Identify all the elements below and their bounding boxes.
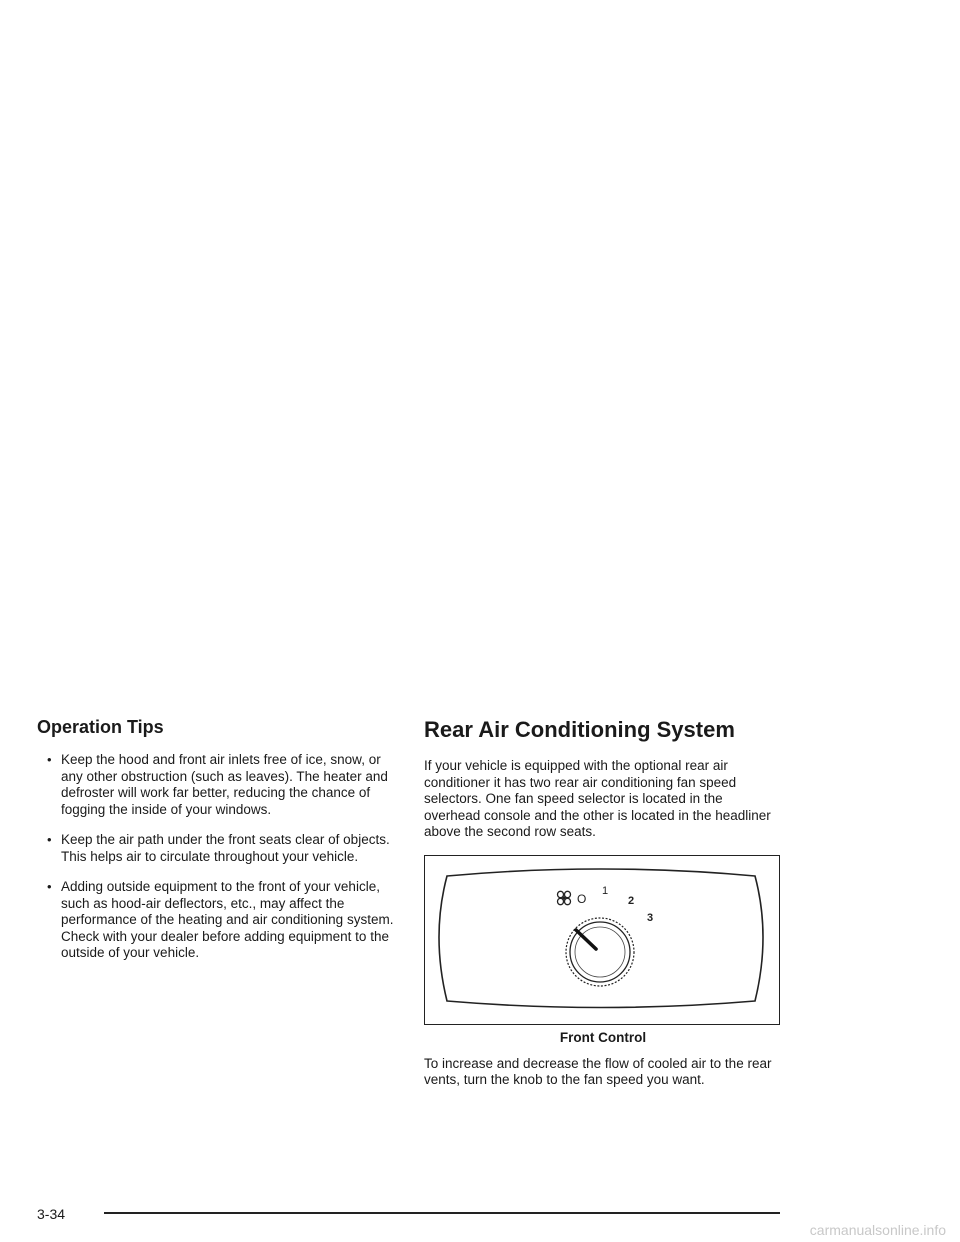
knob-pointer (576, 930, 596, 949)
tip-text: Adding outside equipment to the front of your vehicle, such as hood-air deflectors, etc., may affect the performance of the heating and air conditioning system. Check with your dealer before adding equipment to the outside of your vehicle. (61, 879, 394, 960)
front-control-illustration (425, 856, 778, 1023)
label-speed-1: 1 (602, 884, 609, 897)
label-speed-2: 2 (628, 894, 635, 907)
list-item (37, 752, 399, 818)
rear-ac-heading: Rear Air Conditioning System (424, 717, 735, 742)
rear-ac-section (424, 716, 782, 1089)
figure-caption: Front Control (559, 1029, 647, 1045)
fan-icon (558, 891, 571, 904)
rear-ac-intro: If your vehicle is equipped with the optional rear air conditioner it has two rear air conditioning fan speed selectors. One fan speed selector is located in the overhead console and the other is located in the headliner above the second row seats. (424, 758, 771, 839)
bullet-icon: • (47, 879, 52, 894)
tip-text: Keep the hood and front air inlets free of ice, snow, or any other obstruction (such as leaves). The heater and defroster will work far better, reducing the chance of fogging the inside of your windows. (61, 752, 388, 817)
operation-tips-section (37, 716, 399, 976)
tip-text: Keep the air path under the front seats clear of objects. This helps air to circulate throughout your vehicle. (61, 832, 390, 864)
list-item (37, 832, 399, 865)
label-speed-3: 3 (647, 911, 654, 924)
list-item (37, 879, 399, 962)
bullet-icon: • (47, 832, 52, 847)
page-number: 3-34 (37, 1206, 66, 1222)
label-off: O (577, 891, 587, 906)
operation-tips-list (37, 752, 399, 962)
footer-divider (104, 1212, 780, 1214)
watermark-text: carmanualsonline.info (809, 1222, 946, 1238)
operation-tips-heading: Operation Tips (37, 717, 164, 737)
rear-ac-outro: To increase and decrease the flow of cooled air to the rear vents, turn the knob to the fan speed you want. (424, 1055, 772, 1087)
control-panel-outline (439, 869, 763, 1008)
fan-speed-knob[interactable] (566, 918, 634, 986)
bullet-icon: • (47, 752, 52, 767)
front-control-figure (424, 855, 780, 1025)
